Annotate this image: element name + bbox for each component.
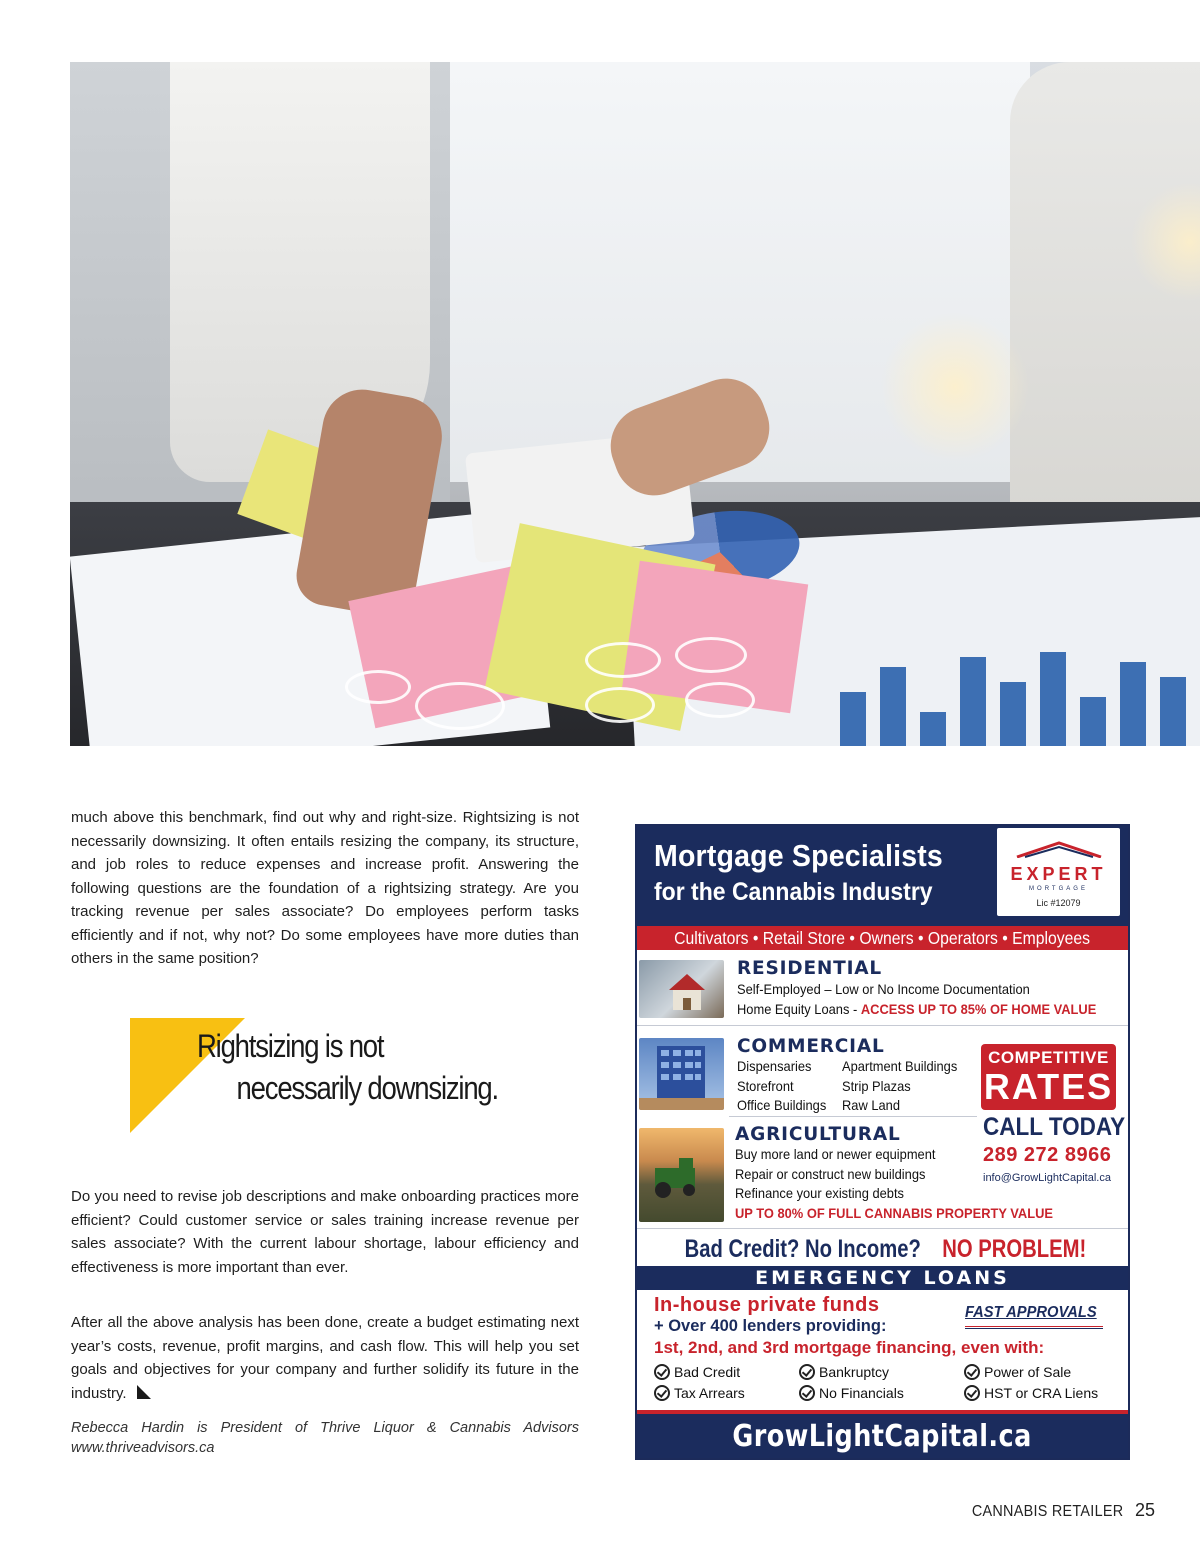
fast-approvals-text: FAST APPROVALS (965, 1304, 1097, 1321)
commercial-item: Apartment Buildings (842, 1058, 958, 1074)
photo-percent-ring (415, 682, 505, 730)
residential-line: Self-Employed – Low or No Income Documentation (737, 981, 1030, 997)
audience-strip-text: Cultivators • Retail Store • Owners • Operators • Employees (674, 928, 1091, 948)
page-number: 25 (1134, 1500, 1155, 1520)
office-building-image (639, 1038, 724, 1110)
checklist-item: Power of Sale (964, 1364, 1071, 1380)
checklist-item: No Financials (799, 1385, 904, 1401)
divider (637, 1228, 1128, 1229)
website-footer[interactable] (637, 1414, 1128, 1460)
check-circle-icon (799, 1385, 815, 1401)
photo-percent-ring (585, 642, 661, 678)
fast-approvals-underline (965, 1326, 1103, 1329)
pull-quote-line: necessarily downsizing. (236, 1070, 498, 1106)
byline-url[interactable]: www.thriveadvisors.ca (71, 1440, 215, 1456)
magazine-name: CANNABIS RETAILER (971, 1503, 1123, 1520)
agricultural-line: Repair or construct new buildings (735, 1166, 926, 1182)
building-icon (639, 1038, 724, 1110)
email-link[interactable]: info@GrowLightCapital.ca (983, 1172, 1111, 1184)
bad-credit-headline (637, 1230, 1128, 1268)
body-paragraph-text: After all the above analysis has been done, create a budget estimating next year’s costs, revenue, profit margins, and cash flow. This will help you set goals and objectives for your company and further solidify its future in the industry. (71, 1314, 579, 1402)
tractor-icon (639, 1128, 724, 1222)
ad-title: Mortgage Specialists (654, 838, 943, 873)
ad-header (637, 826, 1128, 926)
no-problem-text: NO PROBLEM! (941, 1235, 1086, 1263)
agricultural-line: Buy more land or newer equipment (735, 1146, 936, 1162)
check-circle-icon (964, 1385, 980, 1401)
house-icon (639, 960, 724, 1018)
checklist-item: Bankruptcy (799, 1364, 889, 1380)
phone-number[interactable]: 289 272 8966 (983, 1144, 1112, 1166)
body-paragraph (71, 1311, 579, 1405)
checklist-item: Bad Credit (654, 1364, 740, 1380)
expert-mortgage-logo (997, 828, 1120, 916)
logo-subtext: MORTGAGE (1029, 886, 1088, 892)
audience-strip (637, 926, 1128, 950)
residential-highlight: ACCESS UP TO 85% OF HOME VALUE (860, 1001, 1097, 1017)
check-circle-icon (654, 1364, 670, 1380)
call-today-heading: CALL TODAY (983, 1113, 1126, 1141)
byline-text: Rebecca Hardin is President of Thrive Liquor & Cannabis Advisors (71, 1420, 579, 1436)
author-byline (71, 1418, 579, 1458)
photo-bar-graph (830, 642, 1200, 746)
residential-line-text: Home Equity Loans - (737, 1001, 861, 1017)
rates-big: RATES (983, 1066, 1114, 1107)
check-circle-icon (964, 1364, 980, 1380)
ad-subtitle: for the Cannabis Industry (654, 878, 933, 906)
hero-photo (70, 62, 1200, 746)
license-number: Lic #12079 (1036, 898, 1081, 908)
check-circle-icon (654, 1385, 670, 1401)
pull-quote (197, 1025, 498, 1109)
mortgage-advertisement (635, 824, 1130, 1460)
photo-percent-ring (685, 682, 755, 718)
agricultural-line: Refinance your existing debts (735, 1185, 904, 1201)
checklist-item: HST or CRA Liens (964, 1385, 1098, 1401)
pull-quote-line: Rightsizing is not (197, 1028, 384, 1064)
house-roof-icon (1015, 840, 1103, 858)
house-model-image (639, 960, 724, 1018)
agricultural-title: AGRICULTURAL (735, 1124, 901, 1145)
inhouse-funds-text: In-house private funds (654, 1294, 880, 1316)
residential-title: RESIDENTIAL (737, 958, 882, 979)
residential-section (637, 954, 1128, 1026)
photo-percent-ring (675, 637, 747, 673)
commercial-item: Raw Land (842, 1097, 901, 1113)
photo-percent-ring (585, 687, 655, 723)
commercial-item: Dispensaries (737, 1058, 812, 1074)
photo-light-flare (880, 312, 1030, 462)
competitive-rates-badge (981, 1044, 1116, 1110)
body-paragraph: much above this benchmark, find out why and right-size. Rightsizing is not necessarily downsizing. It often entails resizing the company, its structure, and job roles to reduce expenses and increase profit. Answering the following questions are the foundation of a rightsizing strategy. Are you tracking revenue per sales associate? Do employees perform tasks efficiently and if not, why not? Do some employees have more duties than others in the same position? (71, 809, 579, 967)
tractor-field-image (639, 1128, 724, 1222)
emergency-loans-banner: EMERGENCY LOANS (637, 1266, 1128, 1290)
body-paragraph: Do you need to revise job descriptions and make onboarding practices more efficient? Could customer service or sales training increase revenue per sales associate? With the current labour shortage, labour efficiency and effectiveness is more important than ever. (71, 1188, 579, 1276)
agricultural-highlight: UP TO 80% OF FULL CANNABIS PROPERTY VALUE (735, 1205, 1054, 1221)
commercial-item: Office Buildings (737, 1097, 827, 1113)
lenders-text: + Over 400 lenders providing: (654, 1317, 887, 1335)
check-circle-icon (799, 1364, 815, 1380)
logo-wordmark: EXPERT (1010, 864, 1107, 884)
rates-label: COMPETITIVE (988, 1048, 1109, 1067)
commercial-title: COMMERCIAL (737, 1036, 885, 1057)
commercial-item: Strip Plazas (842, 1078, 911, 1094)
photo-percent-ring (345, 670, 411, 704)
divider (729, 1116, 977, 1117)
website-url[interactable]: GrowLightCapital.ca (732, 1419, 1033, 1454)
commercial-item: Storefront (737, 1078, 794, 1094)
bad-credit-text: Bad Credit? No Income? (684, 1235, 921, 1263)
end-of-article-icon (137, 1385, 151, 1399)
residential-line (737, 1001, 1096, 1017)
checklist-item: Tax Arrears (654, 1385, 745, 1401)
mortgage-financing-text: 1st, 2nd, and 3rd mortgage financing, even with: (654, 1338, 1045, 1357)
page-folio (940, 1500, 1155, 1521)
